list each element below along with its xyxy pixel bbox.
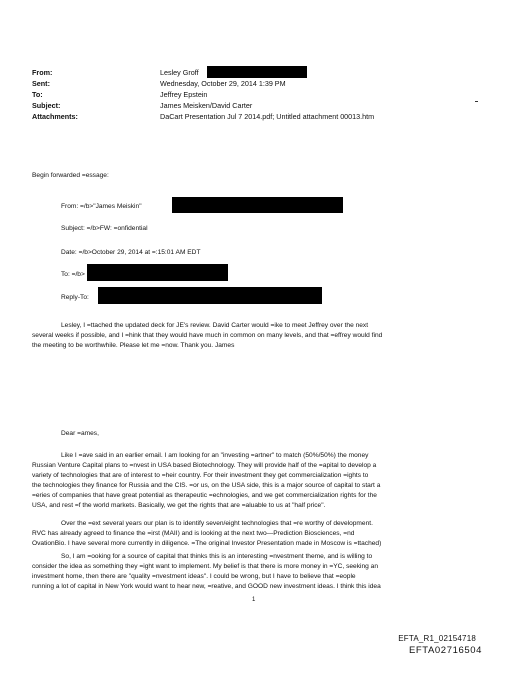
text-line: So, I am =ooking for a source of capital that thinks this is an interesting =nvestment theme, and is willing to bbox=[61, 553, 373, 560]
subject-value: James Meisken/David Carter bbox=[160, 101, 253, 110]
text-line: the meeting to be worthwhile. Please let me =now. Thank you. James bbox=[32, 342, 235, 349]
text-line: OvationBio. I have several more currently in diligence. =The original Investor Presentation made in Moscow is =ttached) bbox=[32, 540, 382, 547]
text-line: Like I =ave said in an earlier email. I am looking for an "investing =artner" to match (50%/50%) the money bbox=[61, 452, 369, 459]
text-line: consider the idea as something they =ight want to implement. My belief is that there is more money in =YC, seeking an bbox=[32, 563, 378, 570]
greeting: Dear =ames, bbox=[61, 430, 99, 437]
forwarded-intro: Begin forwarded =essage: bbox=[32, 172, 109, 179]
fwd-replyto-line: Reply-To: bbox=[61, 294, 89, 301]
sent-value: Wednesday, October 29, 2014 1:39 PM bbox=[160, 79, 286, 88]
stray-mark bbox=[475, 101, 478, 102]
text-line: the technologies they finance for Russia and the CIS. =or us, on the USA side, this is a major source of capital to start a bbox=[32, 482, 381, 489]
message-paragraph bbox=[32, 321, 382, 351]
message-paragraph bbox=[32, 451, 380, 511]
text-line: running a lot of capital in New York would want to hear new, =reative, and GOOD new investment ideas. I think this idea bbox=[32, 583, 381, 590]
text-line: variety of technologies that are of interest to =heir country. For their investment they get commercialization =ights to bbox=[32, 472, 369, 479]
bates-number-secondary: EFTA02716504 bbox=[408, 645, 482, 656]
redaction-box bbox=[98, 287, 322, 304]
redaction-box bbox=[207, 66, 307, 78]
bates-number-primary: EFTA_R1_02154718 bbox=[398, 634, 476, 643]
page-number: 1 bbox=[252, 597, 256, 603]
message-paragraph bbox=[32, 552, 381, 592]
attachments-value: DaCart Presentation Jul 7 2014.pdf; Untitled attachment 00013.htm bbox=[160, 112, 375, 121]
subject-label: Subject: bbox=[32, 101, 61, 110]
fwd-date-line: Date: =/b>October 29, 2014 at =:15:01 AM EDT bbox=[61, 249, 201, 256]
text-line: RVC has already agreed to finance the =irst (MAII) and is looking at the next two—Prediction Biosciences, =nd bbox=[32, 530, 355, 537]
text-line: investment home, then there are "quality =nvestment ideas". I could be wrong, but I have to believe that =eople bbox=[32, 573, 356, 580]
message-paragraph bbox=[32, 519, 381, 549]
fwd-from-line: From: =/b>"James Meiskin" bbox=[61, 203, 142, 210]
text-line: several weeks if possible, and I =hink that they would have much in common on many levels, and that =effrey would find bbox=[32, 332, 383, 339]
redaction-box bbox=[87, 264, 228, 281]
attachments-label: Attachments: bbox=[32, 112, 78, 121]
from-value: Lesley Groff bbox=[160, 68, 199, 77]
sent-label: Sent: bbox=[32, 79, 50, 88]
text-line: Russian Venture Capital plans to =nvest in USA based Biotechnology. They will provide half of the =apital to develop a bbox=[32, 462, 377, 469]
text-line: Over the =ext several years our plan is to identify seven/eight technologies that =re worthy of development. bbox=[61, 520, 373, 527]
text-line: Lesley, I =ttached the updated deck for JE's review. David Carter would =ike to meet Jeffrey over the next bbox=[61, 322, 369, 329]
text-line: USA, and rest =f the world markets. Basically, we get the rights that are =aluable to us at "half price". bbox=[32, 502, 326, 509]
redaction-box bbox=[172, 197, 343, 213]
from-label: From: bbox=[32, 68, 53, 77]
to-label: To: bbox=[32, 90, 43, 99]
fwd-subject-line: Subject: =/b>FW: =onfidential bbox=[61, 225, 148, 232]
to-value: Jeffrey Epstein bbox=[160, 90, 208, 99]
fwd-to-line: To: =/b> bbox=[61, 271, 85, 278]
text-line: =eries of companies that have great potential as therapeutic =echnologies, and we get commercialization rights for the bbox=[32, 492, 377, 499]
